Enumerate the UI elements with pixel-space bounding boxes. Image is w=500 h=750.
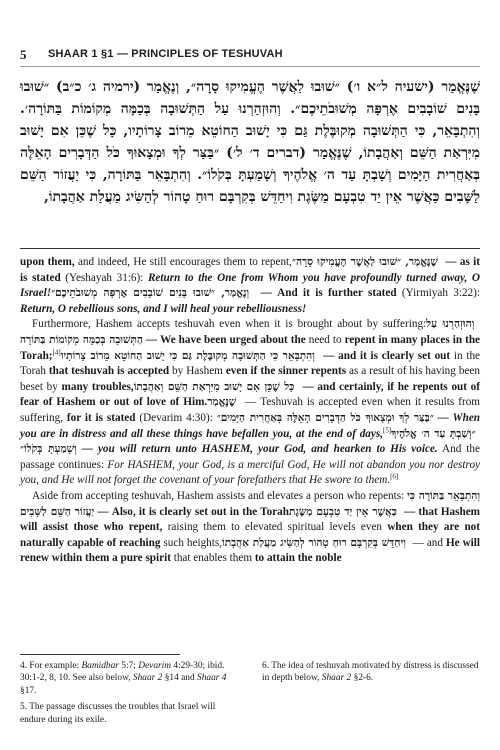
paragraph-2 bbox=[20, 317, 480, 489]
hebrew-quote: כָּל שֶׁכֵּן אִם יָשׁוּב מִיִּרְאַת הַשֵּׁם וְאַהֲבָתוֹ bbox=[133, 380, 299, 393]
text-run: He will renew within them a pure spirit bbox=[20, 536, 481, 565]
footnote-rule bbox=[20, 654, 180, 655]
footnote-ref[interactable]: [4] bbox=[52, 347, 61, 356]
text-run: even if the sinner repents bbox=[225, 365, 347, 378]
text-run: — and it is clearly set out bbox=[319, 349, 451, 362]
text-run: — And it is further stated bbox=[255, 287, 397, 300]
text-run: for it is stated bbox=[66, 411, 136, 424]
hebrew-quote: וְהִתְבָּאֵר כִּי הַתְּשׁוּבָה מְקוּבֶּלֶת גַּם כִּי יָשׁוּב הַחוֹטֵא מֵרוֹב צָרוֹתָיו bbox=[60, 349, 320, 362]
text-run: that enables them bbox=[170, 552, 255, 565]
footnote-5: 5. The passage discusses the troubles that Israel will endure during its exile. bbox=[20, 702, 216, 725]
text-run: — and certainly, if he repents out of fear of Hashem or out of love of Him. bbox=[20, 380, 480, 409]
text-run: and indeed, He still encourages them to repent, bbox=[74, 256, 292, 268]
text-run: Furthermore, Hashem accepts teshuvah even when it is brought about by suffering: bbox=[32, 318, 427, 331]
hebrew-paragraph: שֶׁנֶּאֱמַר (ישעיה ל״א ו׳) ״שׁוּבוּ לַאֲשֶׁר הֶעֱמִיקוּ סָרָה״, וְנֶאֱמַר (ירמיה ג׳ כ״ב) ״שׁוּבוּ בָּנִים שׁוֹבָבִים אֶרְפָּה מְשׁוּבֹתֵיכֶם״. וְהוּזְהַרְנוּ עַל הַתְּשׁוּבָה בְּכַמָּה מְקוֹמוֹת בַּתּוֹרָה׳. וְהִתְבָּאֵר, כִּי הַתְּשׁוּבָה מְקוּבֶּלֶת גַּם כִּי יָשׁוּב הַחוֹטֵא מֵרוֹב צָרוֹתָיו, כָּל שֶׁכֵּן אִם יָשׁוּב מִיִּרְאַת הַשֵּׁם וְאַהֲבָתוֹ, שֶׁנֶּאֱמַר (דברים ד׳ ל׳) ״בַּצַּר לְךָ וּמְצָאוּךָ כֹּל הַדְּבָרִים הָאֵלֶּה בְּאַחֲרִית הַיָּמִים וְשַׁבְתָּ עַד ה׳ אֱלֹהֶיךָ וְשָׁמַעְתָּ בְּקֹלוֹ״. וְהִתְבָּאֵר בַּתּוֹרָה, כִּי יַעֲזוֹר הַשֵּׁם לַשָּׁבִים כַּאֲשֶׁר אֵין יַד טִבְעָם מַשֶּׂגֶת וִיחַדֵּשׁ בְּקִרְבָּם רוּחַ טָהוֹר לְהַשִּׂיג מַעֲלַת אַהֲבָתוֹ, bbox=[20, 79, 480, 205]
paragraph-3 bbox=[20, 489, 480, 567]
hebrew-quote: ״וְשַׁבְתָּ עַד ה׳ אֱלֹהֶיךָ וְשָׁמַעְתָּ בְּקֹלוֹ״ bbox=[20, 427, 480, 456]
hebrew-quote: וִיחַדֵּשׁ בְּקִרְבָּם רוּחַ טָהוֹר לְהַשִּׂיג מַעֲלַת אַהֲבָתוֹ bbox=[222, 536, 410, 549]
text-run: Return, O rebellious sons, and I will heal your rebelliousness! bbox=[20, 302, 307, 315]
text-run: §2-6. bbox=[351, 673, 374, 684]
text-run: Shaar 4 bbox=[197, 673, 227, 684]
text-run: to attain the noble bbox=[254, 552, 342, 565]
header-rule bbox=[20, 66, 480, 67]
text-run: For HASHEM, your God, is a merciful God, He will not abandon you nor destroy you, and He will not forget the covenant of your forefathers that He swore to them. bbox=[20, 458, 480, 487]
text-run: upon them, bbox=[20, 256, 75, 268]
footnote-column-right bbox=[262, 660, 480, 689]
paragraph-1 bbox=[20, 255, 480, 317]
text-run: Shaar 2 bbox=[132, 673, 163, 684]
text-run: — and bbox=[409, 536, 446, 549]
text-run: repent in many places in the Torah; bbox=[20, 333, 481, 362]
text-run: by Hashem bbox=[169, 365, 226, 378]
hebrew-quote: כַּאֲשֶׁר אֵין יַד טִבְעָם מַשֶּׂגֶת bbox=[288, 505, 401, 518]
footnote-6 bbox=[262, 660, 480, 685]
text-run: in the Torah bbox=[20, 349, 481, 378]
footnote-ref[interactable]: [6] bbox=[390, 472, 399, 481]
text-run: many troubles, bbox=[61, 380, 134, 393]
text-run: Bamidbar bbox=[81, 661, 119, 671]
text-run: raising them to elevated spiritual levels even bbox=[162, 521, 388, 534]
text-run: (Devarim 4:30): bbox=[135, 411, 217, 424]
section-divider bbox=[20, 248, 480, 249]
text-run: — Also, it is clearly set out in the Torah bbox=[94, 505, 289, 518]
text-run: — that Hashem will assist those who repent, bbox=[20, 505, 480, 534]
hebrew-quote: ״בַּצַּר לְךָ וּמְצָאוּךָ כֹּל הַדְּבָרִים הָאֵלֶּה בְּאַחֲרִית הַיָּמִים״ bbox=[216, 411, 434, 424]
translation-commentary bbox=[20, 255, 480, 567]
text-run: And the passage continues: bbox=[20, 443, 480, 471]
text-run: — We have been urged about the bbox=[142, 333, 306, 346]
text-run: Shaar 2 bbox=[321, 673, 352, 684]
hebrew-source-text bbox=[20, 76, 480, 208]
text-run: Devarim bbox=[138, 661, 172, 671]
text-run: 4:29-30; ibid. 30:1-2, 8, 10. See also below, bbox=[20, 661, 225, 684]
text-run: need to bbox=[305, 333, 345, 346]
text-run: §17. bbox=[20, 685, 37, 696]
text-run: 4. For example: bbox=[20, 661, 82, 671]
footnote-ref[interactable]: [5] bbox=[383, 425, 392, 434]
hebrew-quote: שֶׁנֶּאֱמַר bbox=[207, 396, 242, 409]
hebrew-quote: וְהוּזְהַרְנוּ עַל הַתְּשׁוּבָה בְּכַמָּה מְקוֹמוֹת בַּתּוֹרָה bbox=[20, 318, 480, 346]
text-run: §14 and bbox=[162, 673, 197, 684]
text-run: — When you are in distress and all these things have befallen you, at the end of days, bbox=[20, 411, 481, 440]
running-title: SHAAR 1 §1 — PRINCIPLES OF TESHUVAH bbox=[48, 48, 283, 60]
text-run: 5:7; bbox=[118, 661, 139, 671]
text-run: (Yirmiyah 3:22): bbox=[396, 287, 480, 300]
text-run: such heights, bbox=[160, 536, 223, 549]
hebrew-quote: וְנֶאֱמַר, ״שׁוּבוּ בָּנִים שׁוֹבָבִים אֶרְפָּה מְשׁוּבֹתֵיכֶם״ bbox=[51, 287, 256, 300]
text-run: 6. The idea of teshuvah motivated by distress is discussed in depth below, bbox=[262, 661, 479, 684]
running-header bbox=[20, 48, 480, 62]
text-run: Return to the One from Whom you have profoundly turned away, O Israel! bbox=[20, 271, 480, 300]
text-run: — as it is stated bbox=[20, 256, 480, 284]
text-run: when they are not naturally capable of reaching bbox=[20, 521, 481, 549]
text-run: — you will return unto HASHEM, your God, and hearken to His voice. bbox=[76, 443, 438, 456]
footnote-column-left bbox=[20, 660, 238, 730]
text-run: Aside from accepting teshuvah, Hashem assists and elevates a person who repents: bbox=[32, 489, 405, 502]
text-run: (Yeshayah 31:6): bbox=[60, 271, 148, 284]
text-run: that teshuvah is accepted bbox=[48, 365, 170, 378]
footnote-4 bbox=[20, 660, 238, 697]
page-number: 5 bbox=[20, 47, 27, 62]
text-run: — Teshuvah is accepted even when it results from suffering, bbox=[20, 396, 480, 424]
text-run: as a result of his having been beset by bbox=[20, 365, 480, 393]
hebrew-quote: וְהִתְבָּאֵר בַּתּוֹרָה כִּי יַעֲזוֹר הַשֵּׁם לַשָּׁבִים bbox=[20, 489, 481, 518]
hebrew-quote: שֶׁנֶּאֱמַר, ״שׁוּבוּ לַאֲשֶׁר הֶעֱמִיקוּ סָרָה״ bbox=[291, 256, 443, 268]
